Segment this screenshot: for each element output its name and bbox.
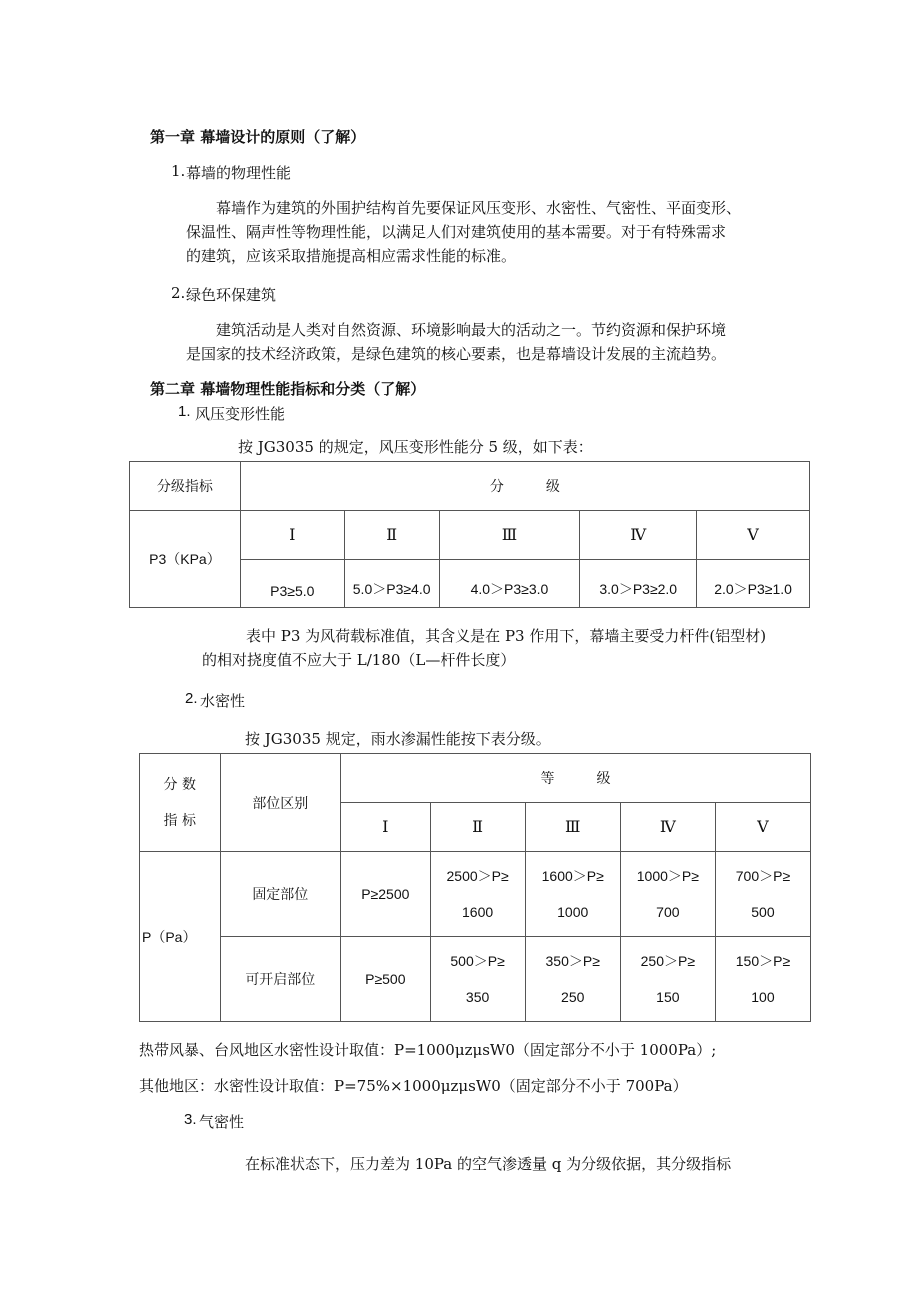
- value-text: 700＞P≥: [735, 868, 791, 884]
- note-line: 的相对挠度值不应大于 L/180（L—杆件长度）: [202, 651, 516, 669]
- value-cell: [430, 852, 525, 937]
- value-cell: [525, 937, 620, 1022]
- section-heading: 气密性: [199, 1113, 245, 1131]
- header-label: 分级指标: [156, 479, 213, 495]
- grade-cell: Ⅱ: [430, 803, 525, 852]
- value-text: 250: [561, 989, 585, 1005]
- header-label: 分 数: [163, 776, 196, 793]
- value-text: 100: [751, 989, 775, 1005]
- header-label: 指 标: [163, 812, 196, 829]
- row-label: P（Pa）: [142, 928, 197, 945]
- value-text: 250＞P≥: [640, 953, 696, 969]
- water-tightness-table: [139, 753, 811, 1022]
- formula-line: 热带风暴、台风地区水密性设计取值：P=1000μzμsW0（固定部分不小于 1000Pa）;: [139, 1041, 717, 1059]
- value-cell: [715, 937, 810, 1022]
- paragraph-line: 在标准状态下，压力差为 10Pa 的空气渗透量 q 为分级依据，其分级指标: [245, 1155, 732, 1173]
- table-note: [202, 624, 766, 672]
- section-number: 2.: [185, 690, 198, 707]
- grade-cell: Ⅱ: [344, 511, 439, 560]
- grade-cell: Ⅴ: [715, 803, 810, 852]
- section-heading: 水密性: [200, 692, 246, 710]
- section-number: 1.: [178, 403, 191, 420]
- formula-line: 其他地区：水密性设计取值：P=75%×1000μzμsW0（固定部分不小于 700Pa）: [139, 1077, 688, 1095]
- header-index-cell: [130, 462, 241, 511]
- value-cell: [525, 852, 620, 937]
- grade-cell: Ⅳ: [580, 511, 697, 560]
- section-heading: 绿色环保建筑: [186, 286, 277, 304]
- section-heading: 风压变形性能: [195, 405, 286, 423]
- value-cell: 2.0＞P3≥1.0: [697, 560, 810, 608]
- value-text: 150＞P≥: [735, 953, 791, 969]
- grade-cell: Ⅰ: [341, 803, 430, 852]
- header-part-cell: [220, 754, 341, 852]
- value-text: P≥500: [365, 971, 406, 987]
- value-cell: [341, 937, 430, 1022]
- table-intro: 按 JG3035 规定，雨水渗漏性能按下表分级。: [245, 730, 551, 748]
- note-line: 表中 P3 为风荷载标准值，其含义是在 P3 作用下，幕墙主要受力杆件(铝型材): [246, 627, 767, 645]
- value-text: 700: [656, 904, 680, 920]
- value-text: 150: [656, 989, 680, 1005]
- section-heading: 幕墙的物理性能: [186, 164, 292, 182]
- value-text: 500＞P≥: [450, 953, 505, 969]
- section-number: 1.: [171, 162, 186, 180]
- value-cell: [620, 937, 715, 1022]
- value-cell: P3≥5.0: [240, 560, 344, 608]
- row-label-cell: [140, 852, 221, 1022]
- paragraph: [186, 196, 741, 268]
- paragraph-line: 保温性、隔声性等物理性能，以满足人们对建筑使用的基本需要。对于有特殊需求: [186, 223, 727, 241]
- value-cell: [341, 852, 430, 937]
- value-text: 1000: [557, 904, 589, 920]
- paragraph-line: 的建筑，应该采取措施提高相应需求性能的标准。: [186, 247, 517, 265]
- grade-cell: Ⅳ: [620, 803, 715, 852]
- header-label: 部位区别: [252, 795, 309, 812]
- value-text: 350: [465, 989, 490, 1005]
- value-text: 2500＞P≥: [446, 868, 509, 884]
- value-text: 1600＞P≥: [541, 868, 604, 884]
- value-text: 1000＞P≥: [636, 868, 699, 884]
- value-cell: [430, 937, 525, 1022]
- grade-cell: Ⅲ: [439, 511, 580, 560]
- header-index-cell: [140, 754, 221, 852]
- table-intro: 按 JG3035 的规定，风压变形性能分 5 级，如下表：: [238, 438, 593, 456]
- header-label: 等 级: [540, 771, 611, 787]
- header-grade-cell: [341, 754, 811, 803]
- header-label: 分 级: [489, 479, 560, 495]
- paragraph: [186, 318, 726, 366]
- value-cell: 5.0＞P3≥4.0: [344, 560, 439, 608]
- section-number: 3.: [184, 1111, 197, 1128]
- value-text: 1600: [462, 904, 494, 920]
- grade-cell: Ⅰ: [240, 511, 344, 560]
- chapter2-title: 第二章 幕墙物理性能指标和分类（了解）: [150, 380, 426, 398]
- paragraph-line: 幕墙作为建筑的外围护结构首先要保证风压变形、水密性、气密性、平面变形、: [216, 199, 742, 217]
- value-cell: 3.0＞P3≥2.0: [580, 560, 697, 608]
- value-cell: [715, 852, 810, 937]
- value-text: 350＞P≥: [545, 953, 600, 969]
- section-number: 2.: [171, 284, 186, 302]
- part-cell: 可开启部位: [220, 937, 341, 1022]
- paragraph-line: 是国家的技术经济政策，是绿色建筑的核心要素，也是幕墙设计发展的主流趋势。: [186, 345, 727, 363]
- grade-cell: Ⅲ: [525, 803, 620, 852]
- value-text: 500: [751, 904, 775, 920]
- value-text: P≥2500: [361, 886, 410, 902]
- row-label-cell: [130, 511, 241, 608]
- chapter1-title: 第一章 幕墙设计的原则（了解）: [150, 128, 366, 146]
- value-cell: 4.0＞P3≥3.0: [439, 560, 580, 608]
- wind-pressure-table: [129, 461, 810, 608]
- paragraph-line: 建筑活动是人类对自然资源、环境影响最大的活动之一。节约资源和保护环境: [216, 321, 727, 339]
- row-label: P3（KPa）: [149, 551, 221, 567]
- header-grade-cell: [240, 462, 809, 511]
- value-cell: [620, 852, 715, 937]
- grade-cell: Ⅴ: [697, 511, 810, 560]
- part-cell: 固定部位: [220, 852, 341, 937]
